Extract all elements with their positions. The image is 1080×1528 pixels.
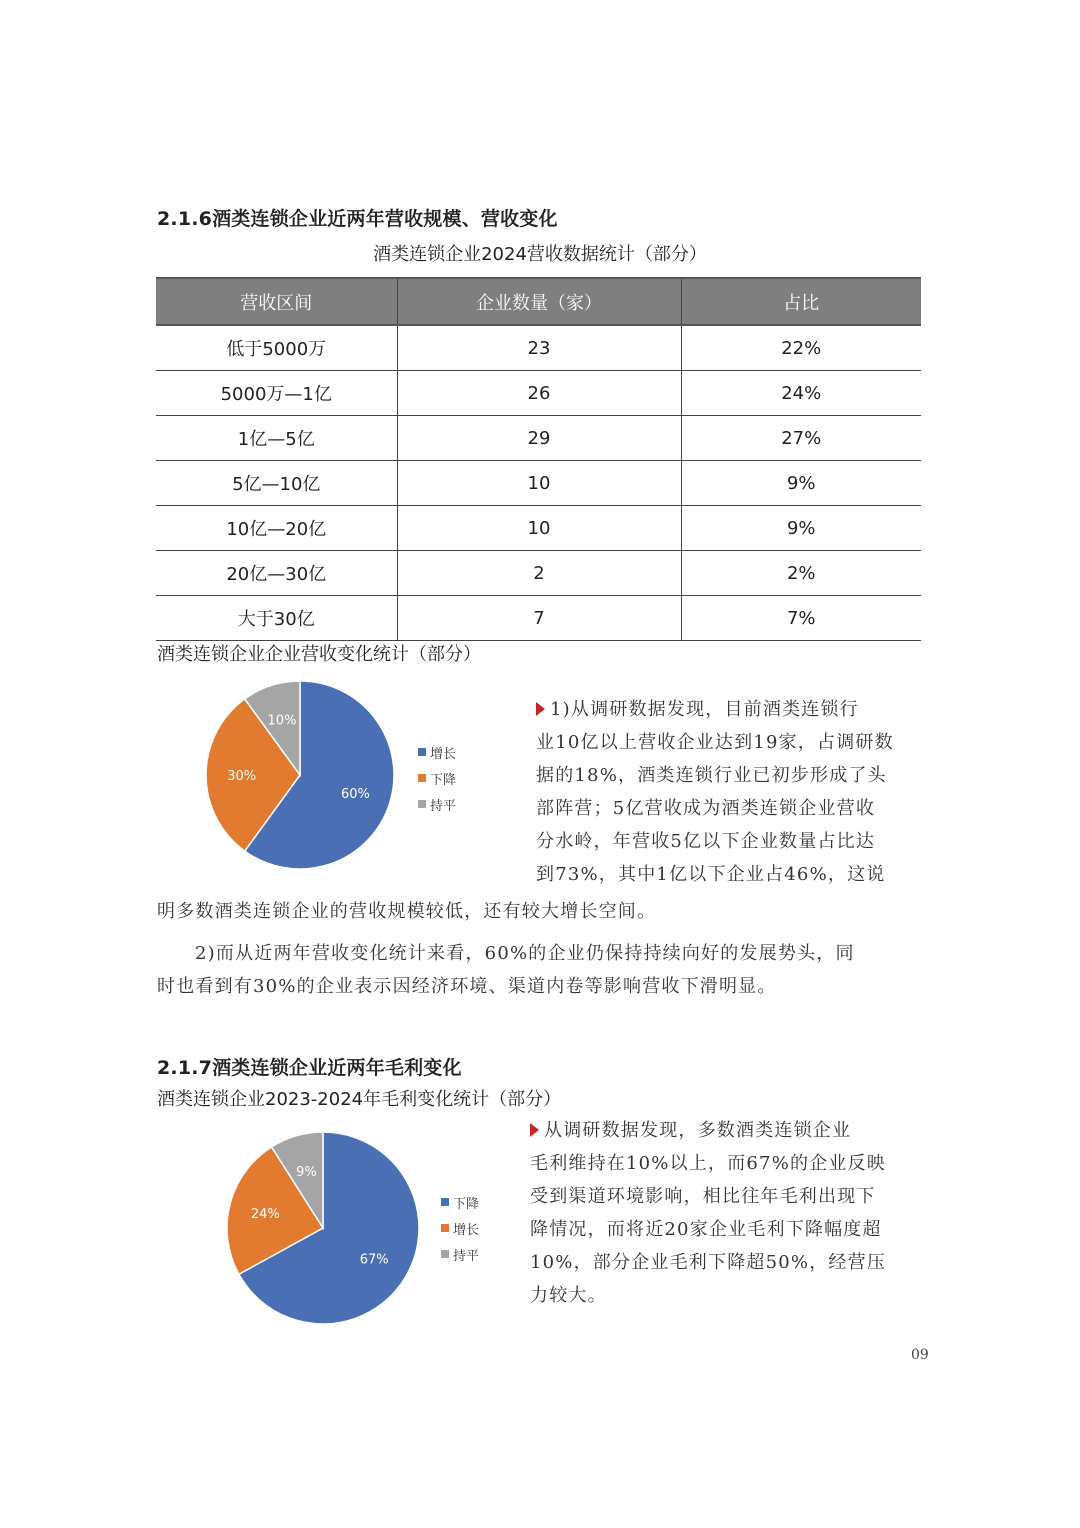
text-line: 分水岭，年营收5亿以下企业数量占比达 <box>536 831 876 852</box>
legend-swatch <box>441 1198 449 1206</box>
revenue-change-pie-chart <box>195 680 405 870</box>
legend-label: 下降 <box>430 772 457 788</box>
table-cell-count: 10 <box>397 506 681 551</box>
table-cell-count: 2 <box>397 551 681 596</box>
table-row <box>156 506 921 551</box>
legend-item <box>441 1189 479 1215</box>
table-cell-range: 5000万—1亿 <box>156 371 397 416</box>
gross-margin-change-pie-chart <box>218 1127 428 1327</box>
text-line: 降情况，而将近20家企业毛利下降幅度超 <box>530 1219 882 1240</box>
text-line: 力较大。 <box>530 1285 607 1306</box>
table-cell-range: 大于30亿 <box>156 596 397 641</box>
table-cell-share: 22% <box>681 325 921 371</box>
table-cell-count: 26 <box>397 371 681 416</box>
legend-swatch <box>418 774 426 782</box>
pie-data-label: 9% <box>296 1164 317 1180</box>
pie-data-label: 10% <box>267 713 297 729</box>
analysis-paragraph-2 <box>157 937 921 1003</box>
column-header: 企业数量（家） <box>397 278 681 325</box>
pie2-caption: 酒类连锁企业2023-2024年毛利变化统计（部分） <box>157 1089 562 1110</box>
legend-label: 增长 <box>430 746 457 762</box>
legend-swatch <box>441 1250 449 1258</box>
analysis-paragraph-1 <box>536 693 921 891</box>
table-cell-share: 24% <box>681 371 921 416</box>
legend-item <box>441 1215 479 1241</box>
legend-label: 下降 <box>453 1196 480 1212</box>
page-number: 09 <box>911 1347 929 1363</box>
table-cell-range: 20亿—30亿 <box>156 551 397 596</box>
legend-item <box>418 739 456 765</box>
legend-item <box>418 791 456 817</box>
table-row <box>156 371 921 416</box>
revenue-table <box>156 277 921 641</box>
text-line: 业10亿以上营收企业达到19家，占调研数 <box>536 732 894 753</box>
table-cell-count: 23 <box>397 325 681 371</box>
text-line: 10%，部分企业毛利下降超50%，经营压 <box>530 1252 887 1273</box>
bullet-marker-icon <box>536 702 545 716</box>
pie-data-label: 67% <box>359 1252 389 1268</box>
text-line: 时也看到有30%的企业表示因经济环境、渠道内卷等影响营收下滑明显。 <box>157 976 777 997</box>
table-cell-range: 低于5000万 <box>156 325 397 371</box>
legend-item <box>418 765 456 791</box>
legend-label: 持平 <box>430 798 457 814</box>
pie-data-label: 30% <box>227 769 257 784</box>
section-heading-2-1-7: 2.1.7酒类连锁企业近两年毛利变化 <box>157 1057 462 1079</box>
legend-swatch <box>418 748 426 756</box>
table-cell-share: 2% <box>681 551 921 596</box>
table-row <box>156 461 921 506</box>
text-line: 2)而从近两年营收变化统计来看，60%的企业仍保持持续向好的发展势头，同 <box>195 943 855 964</box>
table-cell-count: 10 <box>397 461 681 506</box>
legend-label: 增长 <box>453 1222 480 1238</box>
table-caption: 酒类连锁企业2024营收数据统计（部分） <box>373 244 707 265</box>
table-cell-share: 9% <box>681 506 921 551</box>
table-row <box>156 551 921 596</box>
bullet-marker-icon <box>530 1123 539 1137</box>
pie-data-label: 24% <box>250 1207 280 1223</box>
text-line: 受到渠道环境影响，相比往年毛利出现下 <box>530 1186 876 1207</box>
column-header: 占比 <box>681 278 921 325</box>
table-row <box>156 325 921 371</box>
table-cell-count: 29 <box>397 416 681 461</box>
text-line: 到73%，其中1亿以下企业占46%，这说 <box>536 864 886 885</box>
table-cell-share: 27% <box>681 416 921 461</box>
legend-swatch <box>441 1224 449 1232</box>
pie2-legend <box>441 1189 479 1267</box>
text-line: 从调研数据发现，多数酒类连锁企业 <box>530 1114 922 1147</box>
pie1-caption: 酒类连锁企业企业营收变化统计（部分） <box>157 644 481 665</box>
legend-item <box>441 1241 479 1267</box>
column-header: 营收区间 <box>156 278 397 325</box>
table-cell-count: 7 <box>397 596 681 641</box>
table-cell-range: 5亿—10亿 <box>156 461 397 506</box>
table-cell-range: 1亿—5亿 <box>156 416 397 461</box>
pie-data-label: 60% <box>340 787 370 803</box>
text-line: 据的18%，酒类连锁行业已初步形成了头 <box>536 765 887 786</box>
pie1-legend <box>418 739 456 817</box>
text-line: 明多数酒类连锁企业的营收规模较低，还有较大增长空间。 <box>157 901 657 922</box>
text-line: 1)从调研数据发现，目前酒类连锁行 <box>536 693 921 726</box>
text-line: 部阵营；5亿营收成为酒类连锁企业营收 <box>536 798 876 819</box>
table-row <box>156 596 921 641</box>
table-cell-share: 7% <box>681 596 921 641</box>
table-header-row <box>156 278 921 325</box>
table-row <box>156 416 921 461</box>
table-cell-range: 10亿—20亿 <box>156 506 397 551</box>
analysis-paragraph-3 <box>530 1114 922 1312</box>
legend-swatch <box>418 800 426 808</box>
table-cell-share: 9% <box>681 461 921 506</box>
legend-label: 持平 <box>453 1248 480 1264</box>
section-heading-2-1-6: 2.1.6酒类连锁企业近两年营收规模、营收变化 <box>157 208 558 230</box>
text-line: 毛利维持在10%以上，而67%的企业反映 <box>530 1153 887 1174</box>
